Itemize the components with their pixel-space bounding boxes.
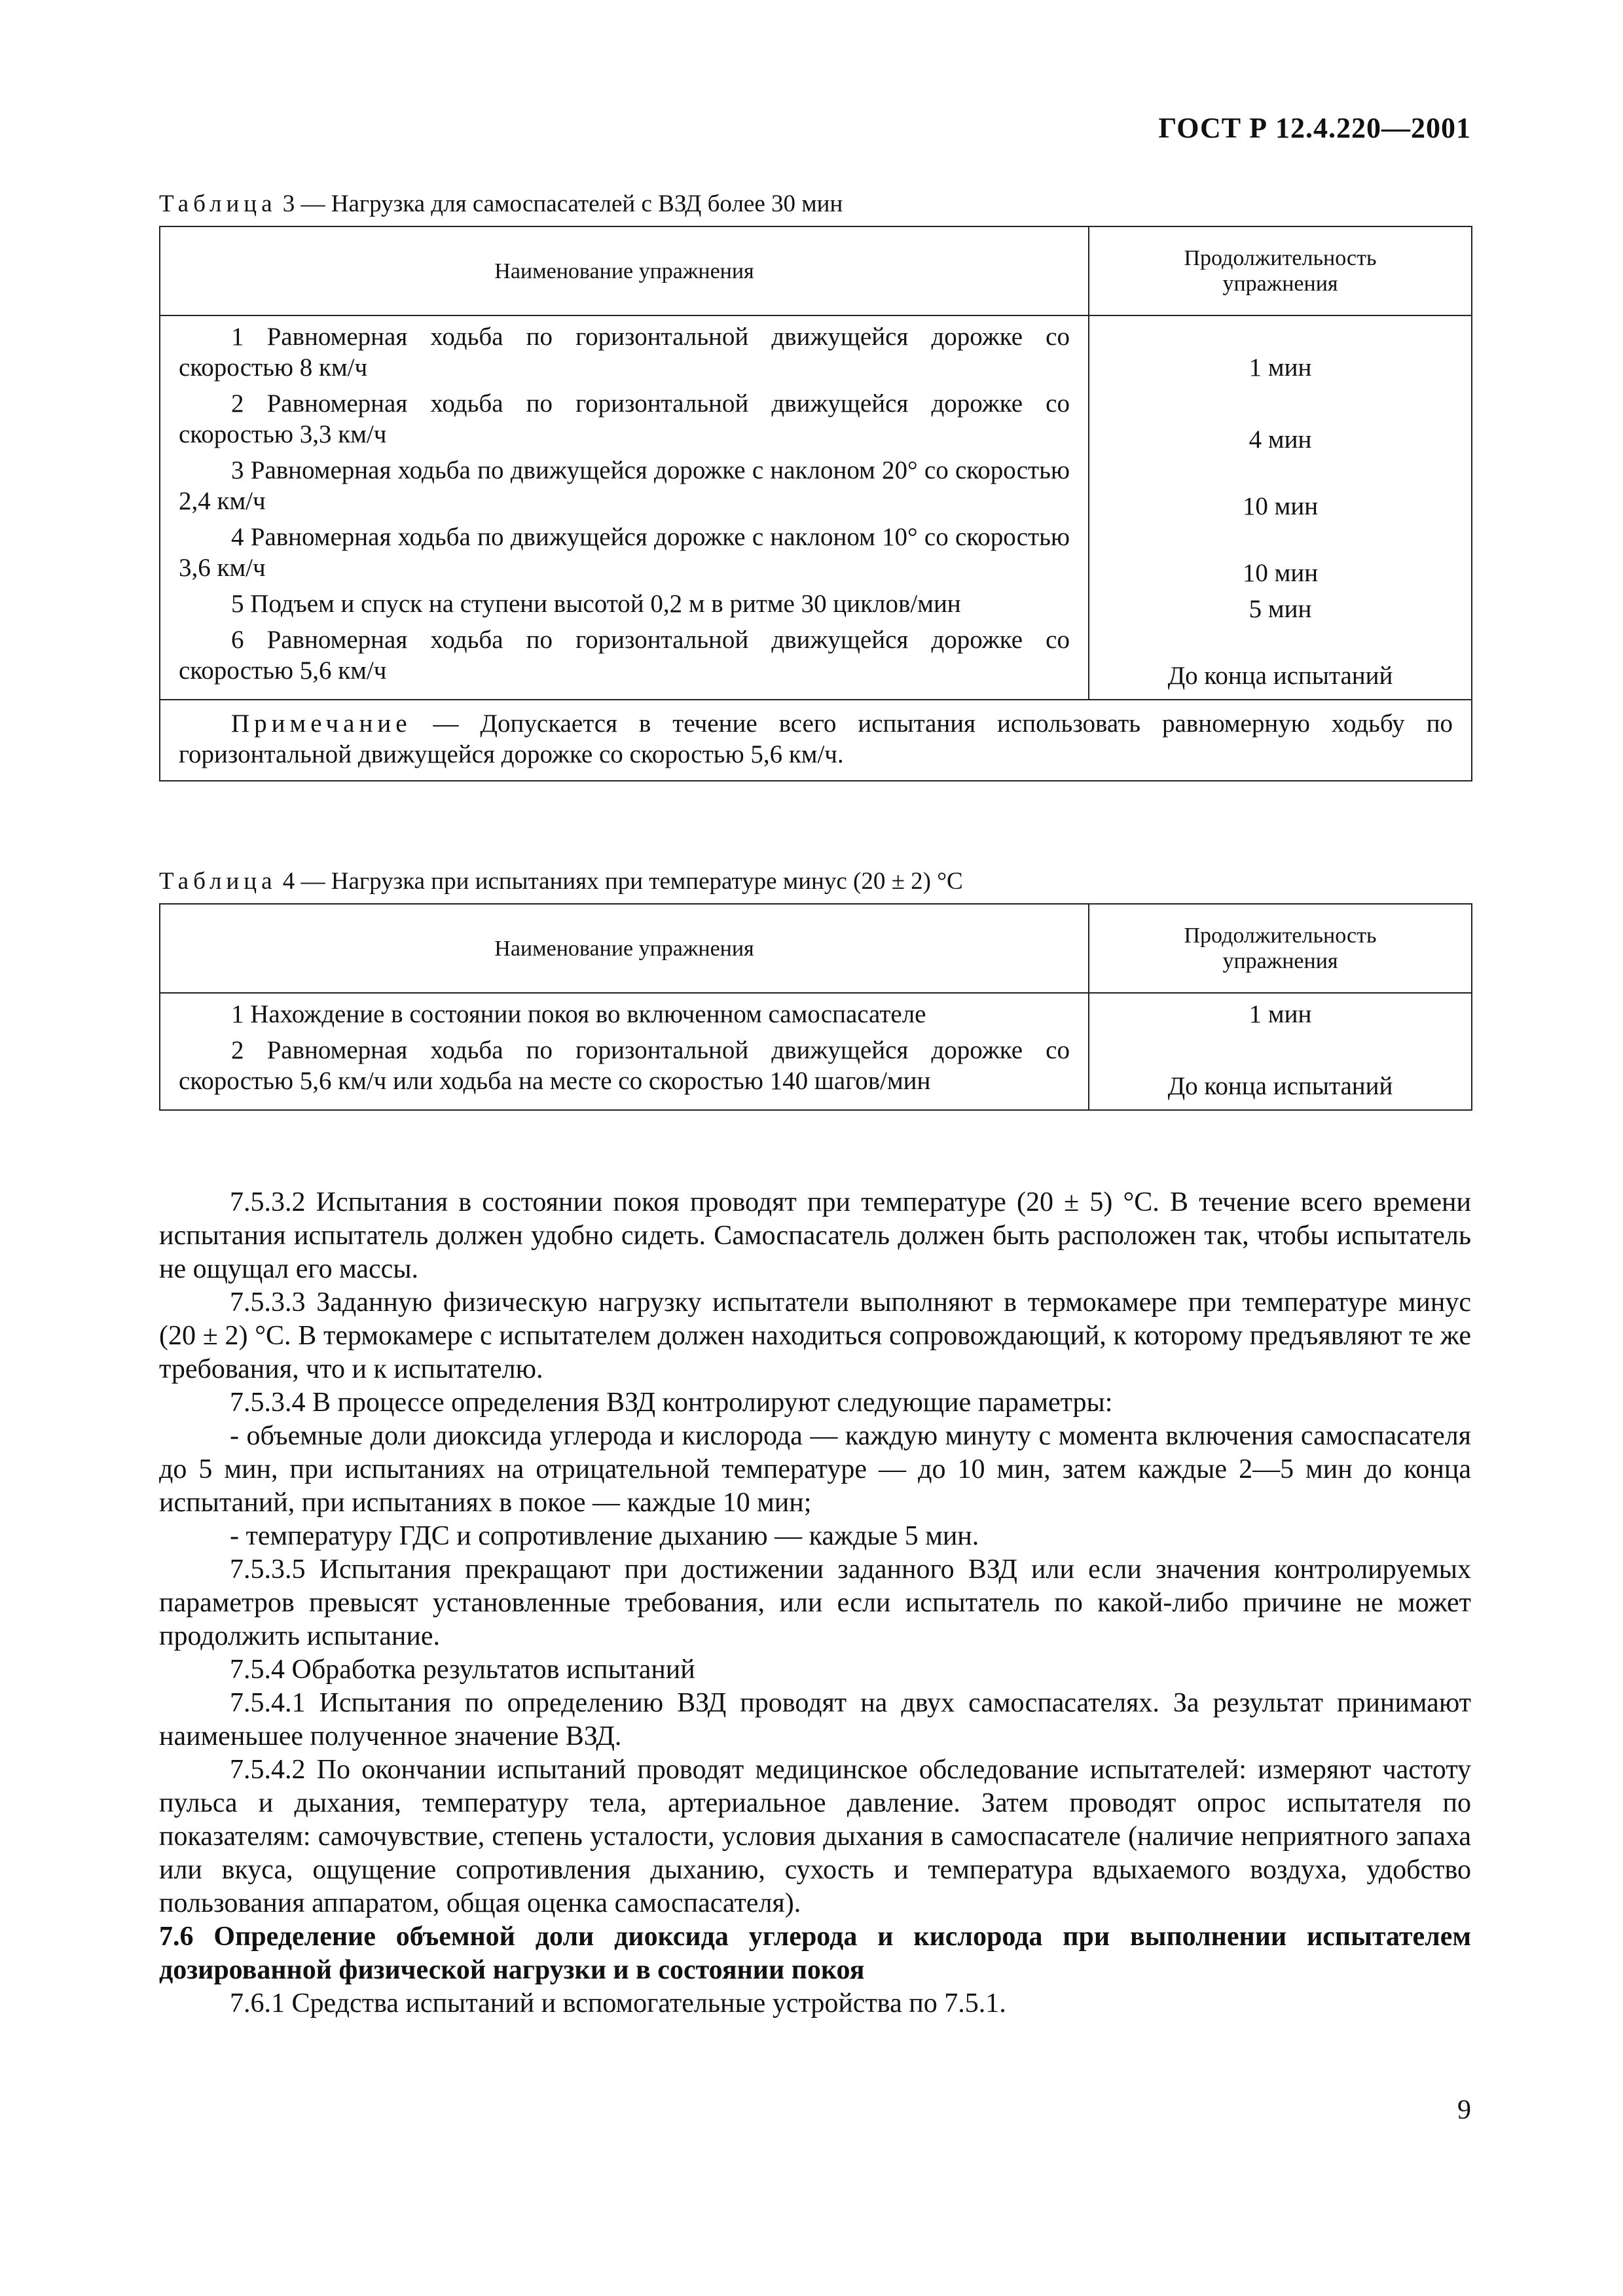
page-number: 9	[1457, 2095, 1471, 2125]
table4-exercise-2: 2 Равномерная ходьба по горизонтальной движущейся дорожке со скоростью 5,6 км/ч или ходьба на месте со скоростью 140 шагов/мин	[179, 1036, 1070, 1095]
table3-body-row	[160, 315, 1472, 700]
paragraph-7-5-3-2: 7.5.3.2 Испытания в состоянии покоя проводят при температуре (20 ± 5) °С. В течение всего времени испытания испытатель должен удобно сидеть. Самоспасатель должен быть расположен так, чтобы испытатель не ощущал его массы.	[159, 1187, 1471, 1284]
section-heading-7-6: 7.6 Определение объемной доли диоксида углерода и кислорода при выполнении испытателем дозированной физической нагрузки и в состоянии покоя	[159, 1922, 1471, 1985]
table3-exercise-4: 4 Равномерная ходьба по движущейся дорожке с наклоном 10° со скоростью 3,6 км/ч	[179, 523, 1070, 582]
table3-exercise-2: 2 Равномерная ходьба по горизонтальной движущейся дорожке со скоростью 3,3 км/ч	[179, 389, 1070, 448]
table4-duration-1: 1 мин	[1249, 1000, 1312, 1028]
table3-col-exercise: Наименование упражнения	[160, 226, 1089, 315]
table3	[159, 226, 1472, 781]
table4-exercise-cell	[160, 993, 1089, 1110]
table3-note-text: — Допускается в течение всего испытания использовать равномерную ходьбу по горизонтальной движущейся дорожке со скоростью 5,6 км/ч.	[179, 709, 1453, 768]
table3-exercise-3: 3 Равномерная ходьба по движущейся дорожке с наклоном 20° со скоростью 2,4 км/ч	[179, 456, 1070, 515]
table3-col-duration-line1: Продолжительность	[1184, 246, 1377, 270]
table3-exercise-1: 1 Равномерная ходьба по горизонтальной движущейся дорожке со скоростью 8 км/ч	[179, 323, 1070, 382]
paragraph-7-5-4-1: 7.5.4.1 Испытания по определению ВЗД проводят на двух самоспасателях. За результат принимают наименьшее полученное значение ВЗД.	[159, 1688, 1471, 1751]
table4-duration-2: До конца испытаний	[1167, 1072, 1393, 1100]
table3-caption-word: Таблица	[159, 190, 277, 217]
table4-col-duration-line2: упражнения	[1222, 949, 1338, 973]
table3-caption-text: 3 — Нагрузка для самоспасателей с ВЗД более 30 мин	[276, 190, 843, 217]
table4-duration-cell	[1089, 993, 1472, 1110]
table4-header-row	[160, 904, 1472, 993]
table4-col-exercise: Наименование упражнения	[160, 904, 1089, 993]
table3-note	[160, 700, 1472, 781]
table3-note-word: Примечание	[231, 709, 412, 738]
table3-duration-2: 4 мин	[1249, 425, 1312, 454]
list-item-gas-fractions: - объемные доли диоксида углерода и кислорода — каждую минуту с момента включения самоспасателя до 5 мин, при испытаниях на отрицательной температуре — до 10 мин, затем каждые 2—5 мин до конца испытаний, при испытаниях в покое — каждые 10 мин;	[159, 1421, 1471, 1518]
paragraph-7-5-4: 7.5.4 Обработка результатов испытаний	[230, 1655, 695, 1685]
table3-exercise-5: 5 Подъем и спуск на ступени высотой 0,2 м в ритме 30 циклов/мин	[231, 590, 961, 618]
table3-duration-3: 10 мин	[1242, 492, 1319, 520]
paragraph-7-5-3-3: 7.5.3.3 Заданную физическую нагрузку испытатели выполняют в термокамере при температуре минус (20 ± 2) °С. В термокамере с испытателем должен находиться сопровождающий, к которому предъявляют те же требования, что и к испытателю.	[159, 1287, 1471, 1384]
table3-duration-6: До конца испытаний	[1167, 662, 1393, 690]
document-code: ГОСТ Р 12.4.220—2001	[1158, 112, 1471, 144]
paragraph-7-5-3-5: 7.5.3.5 Испытания прекращают при достижении заданного ВЗД или если значения контролируемых параметров превысят установленные требования, или если испытатель по какой-либо причине не может продолжить испытание.	[159, 1554, 1471, 1651]
table4-caption-word: Таблица	[159, 868, 277, 895]
table3-exercise-cell	[160, 315, 1089, 700]
paragraph-7-6-1: 7.6.1 Средства испытаний и вспомогательные устройства по 7.5.1.	[230, 1988, 1006, 2018]
table3-caption	[159, 190, 843, 219]
table4-body-row	[160, 993, 1472, 1110]
table3-header-row	[160, 226, 1472, 315]
body-text	[159, 1186, 1471, 2020]
table4	[159, 903, 1472, 1111]
table3-col-duration	[1089, 226, 1472, 315]
table4-caption-text: 4 — Нагрузка при испытаниях при температуре минус (20 ± 2) °С	[276, 868, 963, 895]
table4-exercise-1: 1 Нахождение в состоянии покоя во включенном самоспасателе	[231, 1000, 926, 1028]
table3-duration-1: 1 мин	[1249, 353, 1312, 382]
table3-duration-cell	[1089, 315, 1472, 700]
table4-caption	[159, 867, 963, 896]
paragraph-7-5-3-4: 7.5.3.4 В процессе определения ВЗД контролируют следующие параметры:	[230, 1388, 1113, 1418]
list-item-temperature: - температуру ГДС и сопротивление дыханию — каждые 5 мин.	[230, 1521, 979, 1551]
table4-col-duration	[1089, 904, 1472, 993]
paragraph-7-5-4-2: 7.5.4.2 По окончании испытаний проводят медицинское обследование испытателей: измеряют частоту пульса и дыхания, температуру тела, артериальное давление. Затем проводят опрос испытателя по показателям: самочувствие, степень усталости, условия дыхания в самоспасателе (наличие неприятного запаха или вкуса, ощущение сопротивления дыханию, сухость и температура вдыхаемого воздуха, удобство пользования аппаратом, общая оценка самоспасателя).	[159, 1755, 1471, 1918]
table3-col-duration-line2: упражнения	[1222, 272, 1338, 296]
table3-exercise-6: 6 Равномерная ходьба по горизонтальной движущейся дорожке со скоростью 5,6 км/ч	[179, 626, 1070, 685]
table4-col-duration-line1: Продолжительность	[1184, 924, 1377, 948]
table3-duration-4: 10 мин	[1242, 559, 1319, 587]
table3-duration-5: 5 мин	[1249, 595, 1312, 623]
table3-note-row	[160, 700, 1472, 781]
